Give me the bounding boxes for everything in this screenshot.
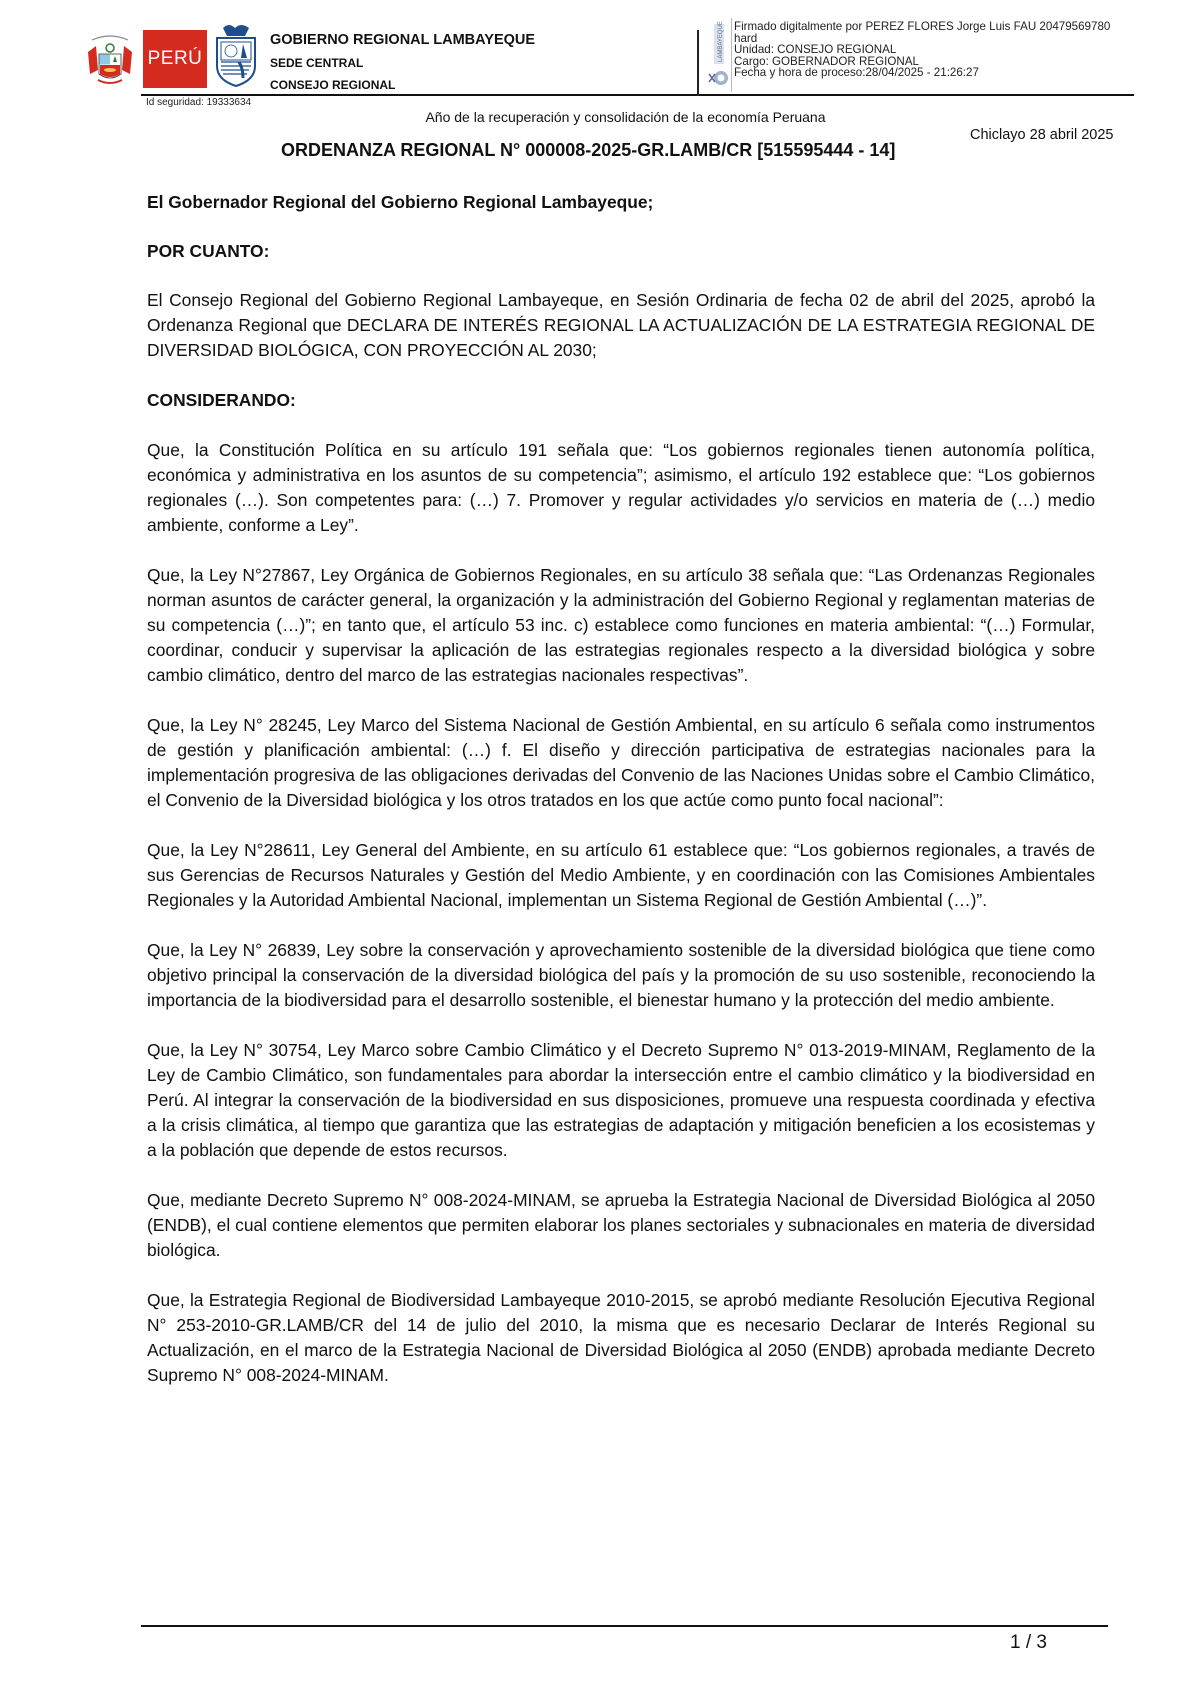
signature-seal-icon [708, 20, 730, 90]
svg-text:LAMBAYEQUE: LAMBAYEQUE [718, 21, 724, 62]
considerando-paragraph: Que, la Ley N°28611, Ley General del Ambiente, en su artículo 61 establece que: “Los gobiernos regionales, a través de sus Gerencias de Recursos Naturales y Gestión del Medio Ambiente, y en coordinación con las Comisiones Ambientales Regionales y la Autoridad Ambiental Nacional, implementan un Sistema Regional de Gestión Ambiental (…)”. [147, 840, 1095, 910]
peru-brand-logo: PERÚ [143, 30, 207, 88]
considerando-heading: CONSIDERANDO: [147, 390, 296, 410]
salutation: El Gobernador Regional del Gobierno Regional Lambayeque; [147, 192, 654, 212]
considerando-paragraph: Que, mediante Decreto Supremo N° 008-2024-MINAM, se aprueba la Estrategia Nacional de Diversidad Biológica al 2050 (ENDB), el cual contiene elementos que permiten elaborar los planes sectoriales y subnacionales en materia de diversidad biológica. [147, 1190, 1095, 1260]
por-cuanto-heading: POR CUANTO: [147, 241, 270, 261]
signature-timestamp: Fecha y hora de proceso:28/04/2025 - 21:26:27 [734, 66, 979, 79]
lambayeque-regional-shield-icon [213, 22, 259, 88]
organization-office: SEDE CENTRAL [270, 56, 364, 70]
considerando-paragraph: Que, la Ley N° 26839, Ley sobre la conservación y aprovechamiento sostenible de la diversidad biológica que tiene como objetivo principal la conservación de la diversidad biológica del país y la promoción de su uso sostenible, reconociendo la importancia de la biodiversidad para el desarrollo sostenible, el bienestar humano y la protección del medio ambiente. [147, 940, 1095, 1010]
por-cuanto-paragraph: El Consejo Regional del Gobierno Regional Lambayeque, en Sesión Ordinaria de fecha 02 de abril del 2025, aprobó la Ordenanza Regional que DECLARA DE INTERÉS REGIONAL LA ACTUALIZACIÓN DE LA ESTRATEGIA REGIONAL DE DIVERSIDAD BIOLÓGICA, CON PROYECCIÓN AL 2030; [147, 290, 1095, 360]
place-date: Chiclayo 28 abril 2025 [970, 127, 1114, 143]
page-number: 1 / 3 [1010, 1632, 1047, 1653]
header-divider-right [700, 94, 1134, 96]
peru-coat-of-arms-icon [84, 30, 136, 88]
organization-unit: CONSEJO REGIONAL [270, 78, 396, 92]
signature-signer-cont: hard [734, 31, 758, 45]
considerando-paragraph: Que, la Ley N°27867, Ley Orgánica de Gobiernos Regionales, en su artículo 38 señala que: “Las Ordenanzas Regionales norman asuntos de carácter general, la organización y la administración del Gobierno Regional y reglamentan materias de su competencia (…)”; en tanto que, el artículo 53 inc. c) establece como funciones en materia ambiental: “(…) Formular, coordinar, conducir y supervisar la aplicación de las estrategias regionales respecto a la diversidad biológica y sobre cambio climático, dentro del marco de las estrategias nacionales respectivas”. [147, 565, 1095, 685]
considerando-paragraph: Que, la Ley N° 30754, Ley Marco sobre Cambio Climático y el Decreto Supremo N° 013-2019-MINAM, Reglamento de la Ley de Cambio Climático, son fundamentales para abordar la intersección entre el cambio climático y la biodiversidad en Perú. Al integrar la conservación de la biodiversidad en sus disposiciones, promueve una respuesta coordinada y efectiva a la crisis climática, al tiempo que garantiza que las estrategias de adaptación y mitigación beneficien a los ecosistemas y a la población que depende de estos recursos. [147, 1040, 1095, 1160]
year-motto: Año de la recuperación y consolidación de la economía Peruana [425, 109, 826, 125]
considerando-paragraph: Que, la Estrategia Regional de Biodiversidad Lambayeque 2010-2015, se aprobó mediante Resolución Ejecutiva Regional N° 253-2010-GR.LAMB/CR del 14 de julio del 2010, la misma que es necesario Declarar de Interés Regional su Actualización, en el marco de la Estrategia Nacional de Diversidad Biológica al 2050 (ENDB) aprobada mediante Decreto Supremo N° 008-2024-MINAM. [147, 1290, 1095, 1385]
considerando-paragraph: Que, la Ley N° 28245, Ley Marco del Sistema Nacional de Gestión Ambiental, en su artículo 6 señala como instrumentos de gestión y planificación ambiental: (…) f. El diseño y dirección participativa de estrategias nacionales para la implementación progresiva de las obligaciones derivadas del Convenio de las Naciones Unidas sobre el Cambio Climático, el Convenio de la Diversidad biológica y los otros tratados en los que actúe como punto focal nacional”: [147, 715, 1095, 810]
signature-signer: Firmado digitalmente por PEREZ FLORES Jorge Luis FAU 20479569780 [734, 20, 1111, 33]
signature-unit: Unidad: CONSEJO REGIONAL [734, 43, 897, 56]
header-divider [141, 94, 700, 96]
footer-divider [141, 1625, 1108, 1627]
signature-role: Cargo: GOBERNADOR REGIONAL [734, 54, 919, 68]
considerando-paragraph: Que, la Constitución Política en su artículo 191 señala que: “Los gobiernos regionales tienen autonomía política, económica y administrativa en los asuntos de su competencia”; asimismo, el artículo 192 establece que: “Los gobiernos regionales (…). Son competentes para: (…) 7. Promover y regular actividades y/o servicios en materia de (…) medio ambiente, conforme a Ley”. [147, 440, 1095, 535]
document-body [147, 190, 1095, 1388]
security-id: Id seguridad: 19333634 [146, 97, 252, 108]
signature-separator [731, 18, 732, 92]
signature-left-bar [697, 30, 699, 96]
document-title: ORDENANZA REGIONAL N° 000008-2025-GR.LAMB/CR [515595444 - 14] [281, 140, 896, 160]
organization-name: GOBIERNO REGIONAL LAMBAYEQUE [270, 32, 536, 48]
digital-signature-block [734, 21, 1110, 79]
